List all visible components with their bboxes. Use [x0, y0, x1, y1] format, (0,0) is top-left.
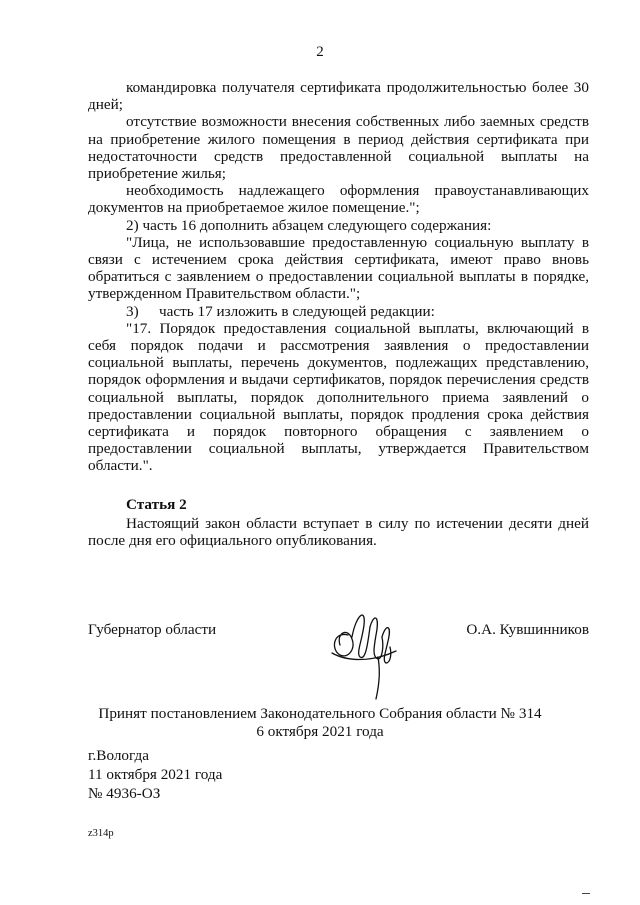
article-2 — [88, 496, 589, 550]
page-number: 2 — [316, 44, 324, 60]
paragraph: "Лица, не использовавшие предоставленную социальную выплату в связи с истечением срока действия сертификата, имеют право вновь обратиться с заявлением о предоставлении социальной выплаты в порядке, утвержденном Правительством области."; — [88, 233, 589, 303]
paragraph: отсутствие возможности внесения собственных либо заемных средств на приобретение жилого помещения в период действия сертификата при недостаточности средств предоставленной социальной выплаты на приобретение жилья; — [88, 113, 589, 183]
paragraph: 2) часть 16 дополнить абзацем следующего содержания: — [126, 216, 492, 234]
law-number: № 4936-ОЗ — [88, 785, 161, 802]
handwritten-signature — [326, 601, 400, 701]
paragraph: "17. Порядок предоставления социальной выплаты, включающий в себя порядок подачи и рассмотрения заявления о предоставлении социальной выплаты, перечень документов, подлежащих представлению, порядок оформления и выдачи сертификатов, порядок перечисления средств социальной выплаты, порядок дополнительного приема заявлений о предоставлении социальной выплаты, порядок продления срока действия сертификата и порядок повторного обращения с заявлением о предоставлении социальной выплаты, утверждается Правительством области.". — [88, 319, 589, 475]
adoption-note — [0, 705, 640, 741]
paragraph: командировка получателя сертификата продолжительностью более 30 дней; — [88, 79, 589, 114]
item-number: 3) — [126, 302, 139, 320]
corner-mark — [582, 893, 590, 898]
list-item — [88, 303, 589, 320]
signing-date: 11 октября 2021 года — [88, 766, 223, 783]
law-details — [88, 746, 222, 803]
adoption-date: 6 октября 2021 года — [256, 723, 384, 740]
city: г.Вологда — [88, 747, 149, 764]
signatory-title: Губернатор области — [88, 621, 217, 638]
item-text: часть 17 изложить в следующей редакции: — [159, 302, 435, 320]
article-heading: Статья 2 — [126, 496, 187, 513]
signatory-name: О.А. Кувшинников — [466, 621, 589, 638]
paragraph: необходимость надлежащего оформления правоустанавливающих документов на приобретаемое жилое помещение."; — [88, 182, 589, 217]
adoption-line: Принят постановлением Законодательного Собрания области № 314 — [98, 705, 542, 722]
article-text: Настоящий закон области вступает в силу по истечении десяти дней после дня его официального опубликования. — [88, 515, 589, 550]
amendment-text — [88, 79, 589, 475]
document-code: z314p — [88, 828, 114, 839]
